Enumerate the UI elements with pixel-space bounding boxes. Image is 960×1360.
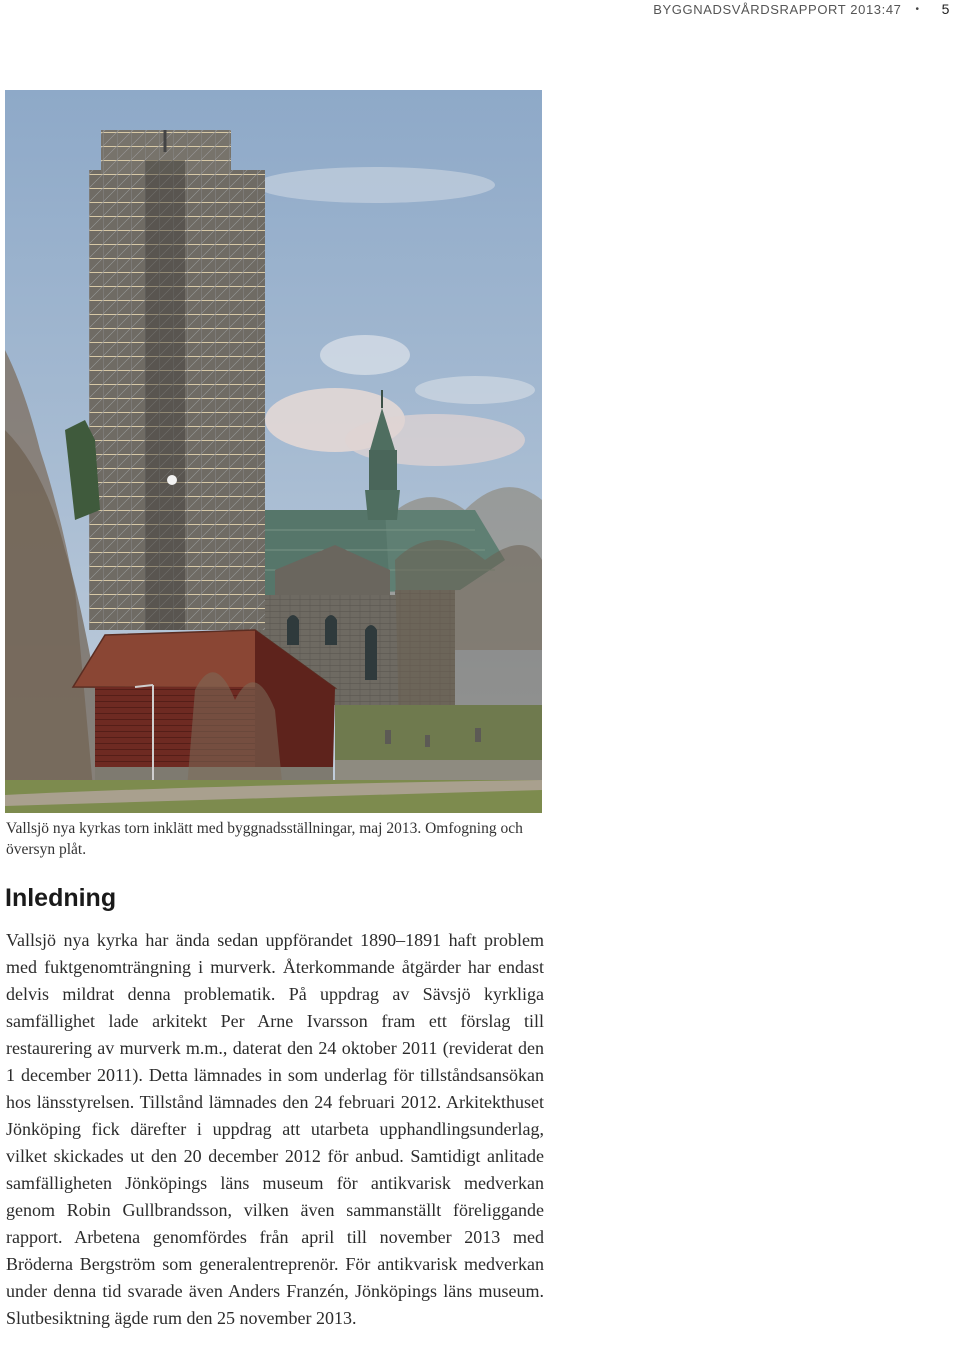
section-heading: Inledning <box>5 884 117 912</box>
running-title: BYGGNADSVÅRDSRAPPORT 2013:47 <box>653 1 902 17</box>
page-number: 5 <box>941 1 950 17</box>
intro-paragraph: Vallsjö nya kyrka har ända sedan uppförandet 1890–1891 haft problem med fuktgenomträngning i murverk. Återkommande åtgärder har endast delvis mildrat denna problematik. På uppdrag av Sävsjö kyrkliga samfällighet lade arkitekt Per Arne Ivarsson fram ett förslag till restaurering av murverk m.m., daterat den 24 oktober 2011 (reviderat den 1 december 2011). Detta lämnades in som underlag för tillståndsansökan hos länsstyrelsen. Tillstånd lämnades den 24 februari 2012. Arkitekthuset Jönköping fick därefter i uppdrag att utarbeta upphandlingsunderlag, vilket skickades ut den 20 december 2012 för anbud. Samtidigt anlitade samfälligheten Jönköpings läns museum för antikvarisk medverkan genom Robin Gullbrandsson, vilken även sammanställt föreliggande rapport. Arbetena genomfördes från april till november 2013 med Bröderna Bergström som generalentreprenör. För antikvarisk medverkan under denna tid svarade även Anders Franzén, Jönköpings läns museum. Slutbesiktning ägde rum den 25 november 2013. <box>6 930 544 1328</box>
photo-caption: Vallsjö nya kyrkas torn inklätt med byggnadsställningar, maj 2013. Omfogning och översyn plåt. <box>6 820 523 858</box>
running-header <box>653 0 950 18</box>
church-tower-photo <box>5 90 542 813</box>
header-bullet: • <box>915 3 920 15</box>
